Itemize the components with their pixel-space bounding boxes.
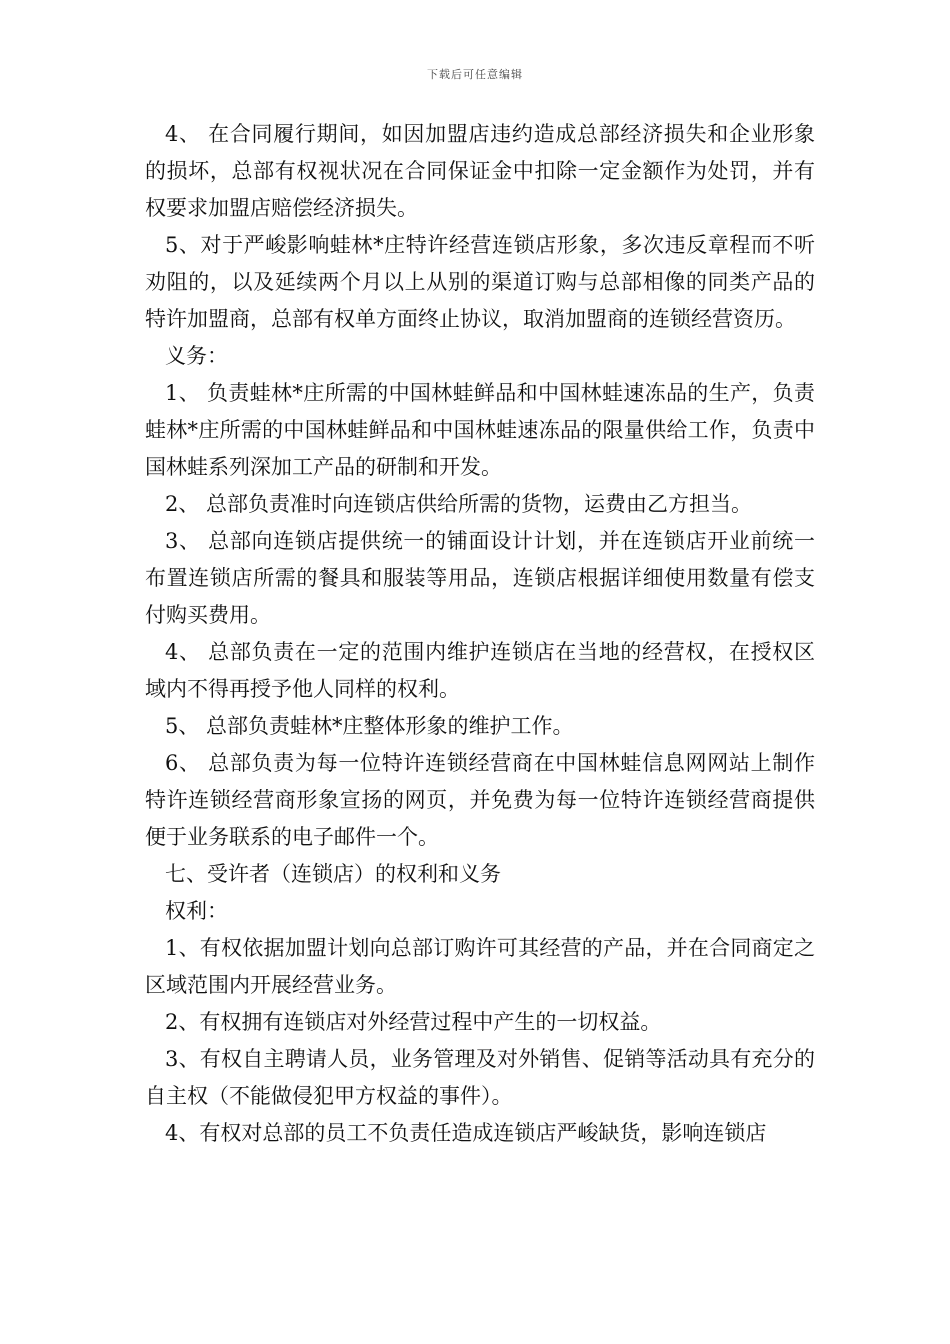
paragraph-obligation-6: 6、 总部负责为每一位特许连锁经营商在中国林蛙信息网网站上制作特许连锁经营商形象宣扬的网页，并免费为每一位特许连锁经营商提供便于业务联系的电子邮件一个。 (145, 751, 815, 849)
paragraph-obligation-5: 5、 总部负责蛙林*庄整体形象的维护工作。 (165, 714, 574, 738)
document-body (145, 116, 815, 1152)
paragraph-right-2: 2、有权拥有连锁店对外经营过程中产生的一切权益。 (165, 1010, 662, 1034)
section-seven-heading: 七、受许者（连锁店）的权利和义务 (165, 862, 501, 886)
paragraph-right-4: 4、有权对总部的员工不负责任造成连锁店严峻缺货，影响连锁店 (165, 1121, 767, 1145)
paragraph-obligation-2: 2、 总部负责准时向连锁店供给所需的货物，运费由乙方担当。 (165, 492, 753, 516)
paragraph-penalty-clause: 4、 在合同履行期间，如因加盟店违约造成总部经济损失和企业形象的损坏，总部有权视状况在合同保证金中扣除一定金额作为处罚，并有权要求加盟店赔偿经济损失。 (145, 122, 815, 220)
page-header: 下载后可任意编辑 (427, 68, 523, 81)
paragraph-obligation-1: 1、 负责蛙林*庄所需的中国林蛙鲜品和中国林蛙速冻品的生产，负责蛙林*庄所需的中国林蛙鲜品和中国林蛙速冻品的限量供给工作，负责中国林蛙系列深加工产品的研制和开发。 (145, 381, 815, 479)
section-rights-heading: 权利： (165, 899, 228, 923)
paragraph-obligation-4: 4、 总部负责在一定的范围内维护连锁店在当地的经营权，在授权区域内不得再授予他人同样的权利。 (145, 640, 815, 701)
section-obligations-heading: 义务： (165, 344, 228, 368)
paragraph-right-1: 1、有权依据加盟计划向总部订购许可其经营的产品，并在合同商定之区域范围内开展经营业务。 (145, 936, 815, 997)
paragraph-termination-clause: 5、对于严峻影响蛙林*庄特许经营连锁店形象，多次违反章程而不听劝阻的，以及延续两个月以上从别的渠道订购与总部相像的同类产品的特许加盟商，总部有权单方面终止协议，取消加盟商的连锁经营资历。 (145, 233, 815, 331)
paragraph-right-3: 3、有权自主聘请人员，业务管理及对外销售、促销等活动具有充分的自主权（不能做侵犯甲方权益的事件）。 (145, 1047, 815, 1108)
paragraph-obligation-3: 3、 总部向连锁店提供统一的铺面设计计划，并在连锁店开业前统一布置连锁店所需的餐具和服装等用品，连锁店根据详细使用数量有偿支付购买费用。 (145, 529, 815, 627)
